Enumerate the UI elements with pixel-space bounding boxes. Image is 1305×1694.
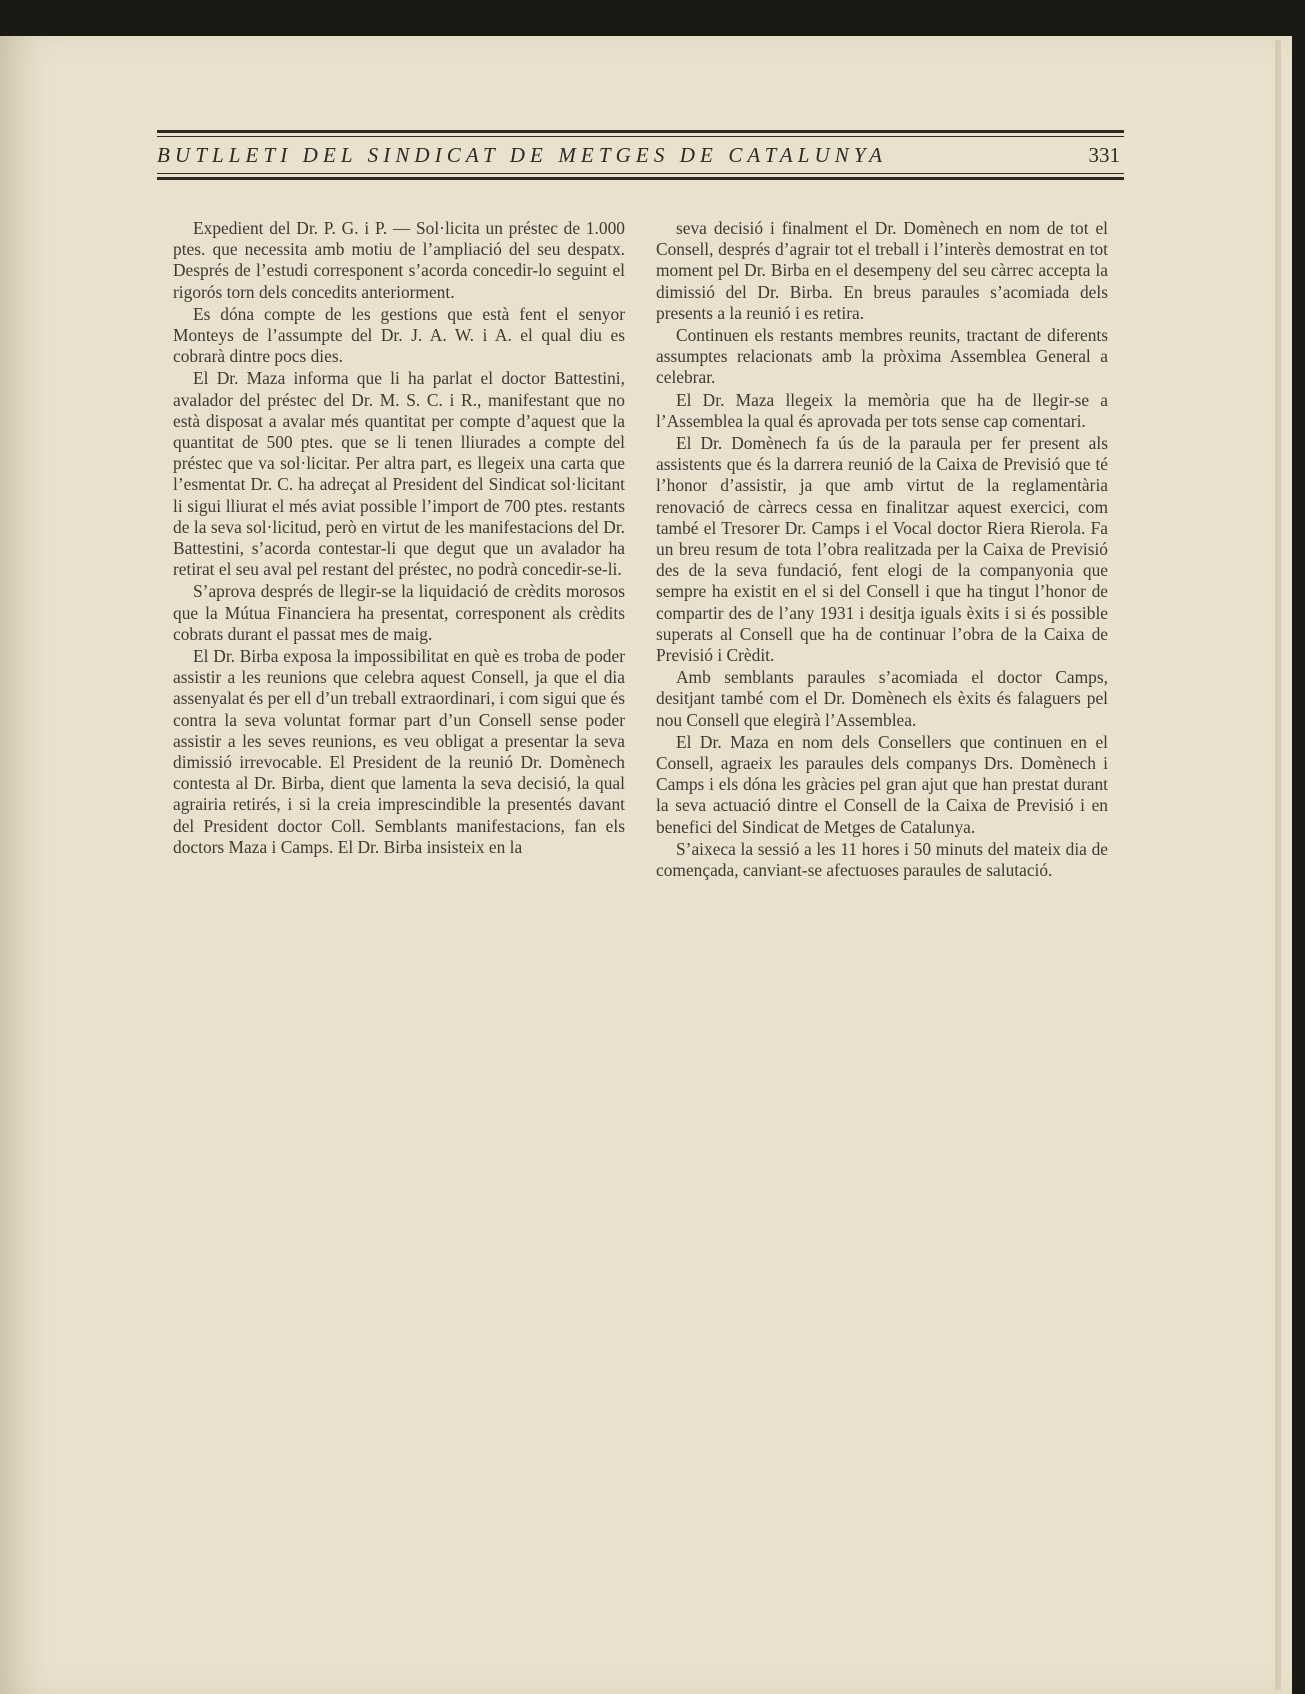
paragraph: El Dr. Birba exposa la impossibilitat en què es troba de poder assistir a les reunions que celebra aquest Consell, ja que el dia assenyalat és per ell d’un treball extraordinari, i com sigui que és contra la seva voluntat formar part d’un Consell sense poder assistir a les seves reunions, es veu obligat a presentar la seva dimissió irrevocable. El President de la reunió Dr. Domènech contesta al Dr. Birba, dient que lamenta la seva decisió, la qual agrairia retirés, i si la creia imprescindible la presentés davant del President doctor Coll. Semblants manifestacions, fan els doctors Maza i Camps. El Dr. Birba insisteix en la <box>173 646 626 857</box>
header-rule-top-thick <box>157 130 1124 133</box>
page-edge <box>1275 40 1281 1690</box>
right-column <box>656 218 1108 882</box>
paragraph: El Dr. Maza llegeix la memòria que ha de llegir-se a l’Assemblea la qual és aprovada per tots sense cap comentari. <box>656 389 1108 431</box>
paragraph: Es dóna compte de les gestions que està fent el senyor Monteys de l’assumpte del Dr. J. A. W. i A. el qual diu es cobrarà dintre pocs dies. <box>173 303 625 367</box>
paragraph: El Dr. Domènech fa ús de la paraula per fer present als assistents que és la darrera reunió de la Caixa de Previsió que té l’honor d’assistir, ja que amb virtut de la reglamentària renovació de càrrecs cessa en finalitzar aquest exercici, com també el Tresorer Dr. Camps i el Vocal doctor Riera Rierola. Fa un breu resum de tota l’obra realitzada per la Caixa de Previsió des de la seva fundació, fent elogi de la companyonia que sempre ha existit en el si del Consell i que ha tingut l’honor de compartir des de l’any 1931 i desitja iguals èxits i si és possible superats al Consell que ha de continuar l’obra de la Caixa de Previsió i Crèdit. <box>656 433 1108 666</box>
running-header <box>157 130 1124 185</box>
paragraph: S’aprova després de llegir-se la liquidació de crèdits morosos que la Mútua Financiera ha presentat, corresponent als crèdits cobrats durant el passat mes de maig. <box>173 581 625 644</box>
paragraph: Continuen els restants membres reunits, tractant de diferents assumptes relacionats amb la pròxima Assemblea General a celebrar. <box>656 325 1108 388</box>
paragraph: Amb semblants paraules s’acomiada el doctor Camps, desitjant també com el Dr. Domènech els èxits és falaguers pel nou Consell que elegirà l’Assemblea. <box>656 667 1108 730</box>
paragraph: seva decisió i finalment el Dr. Domènech en nom de tot el Consell, després d’agrair tot el treball i l’interès demostrat en tot moment pel Dr. Birba en el desempeny del seu càrrec accepta la dimissió del Dr. Birba. En breus paraules s’acomiada dels presents a la reunió i es retira. <box>656 218 1108 323</box>
paragraph: S’aixeca la sessió a les 11 hores i 50 minuts del mateix dia de començada, canviant-se afectuoses paraules de salutació. <box>656 838 1108 881</box>
paragraph: El Dr. Maza informa que li ha parlat el doctor Battestini, avalador del préstec del Dr. M. S. C. i R., manifestant que no està disposat a avalar més quantitat per compte d’aquest que la quantitat de 500 ptes. que se li tenen lliurades a compte del préstec que va sol·licitar. Per altra part, es llegeix una carta que l’esmentat Dr. C. ha adreçat al President del Sindicat sol·licitant li sigui lliurat el més aviat possible l’import de 700 ptes. restants de la seva sol·licitud, però en virtut de les manifestacions del Dr. Battestini, s’acorda contestar-li que degut que un avalador ha retirat el seu aval pel restant del préstec, no podrà concedir-se-li. <box>173 368 625 580</box>
paragraph: El Dr. Maza en nom dels Consellers que continuen en el Consell, agraeix les paraules dels companys Drs. Domènech i Camps i els dóna les gràcies pel gran ajut que han prestat durant la seva actuació dintre el Consell de la Caixa de Previsió i en benefici del Sindicat de Metges de Catalunya. <box>656 731 1108 837</box>
journal-title: BUTLLETI DEL SINDICAT DE METGES DE CATALUNYA <box>157 143 888 167</box>
header-rule-bottom-thin <box>157 173 1124 174</box>
page-number: 331 <box>1088 143 1120 167</box>
header-rule-bottom-thick <box>157 177 1124 180</box>
paragraph: Expedient del Dr. P. G. i P. — Sol·licita un préstec de 1.000 ptes. que necessita amb motiu de l’ampliació del seu despatx. Després de l’estudi corresponent s’acorda concedir-lo seguint el rigorós torn dels concedits anteriorment. <box>173 218 625 302</box>
header-rule-top-thin <box>157 136 1124 137</box>
left-column <box>173 218 625 859</box>
